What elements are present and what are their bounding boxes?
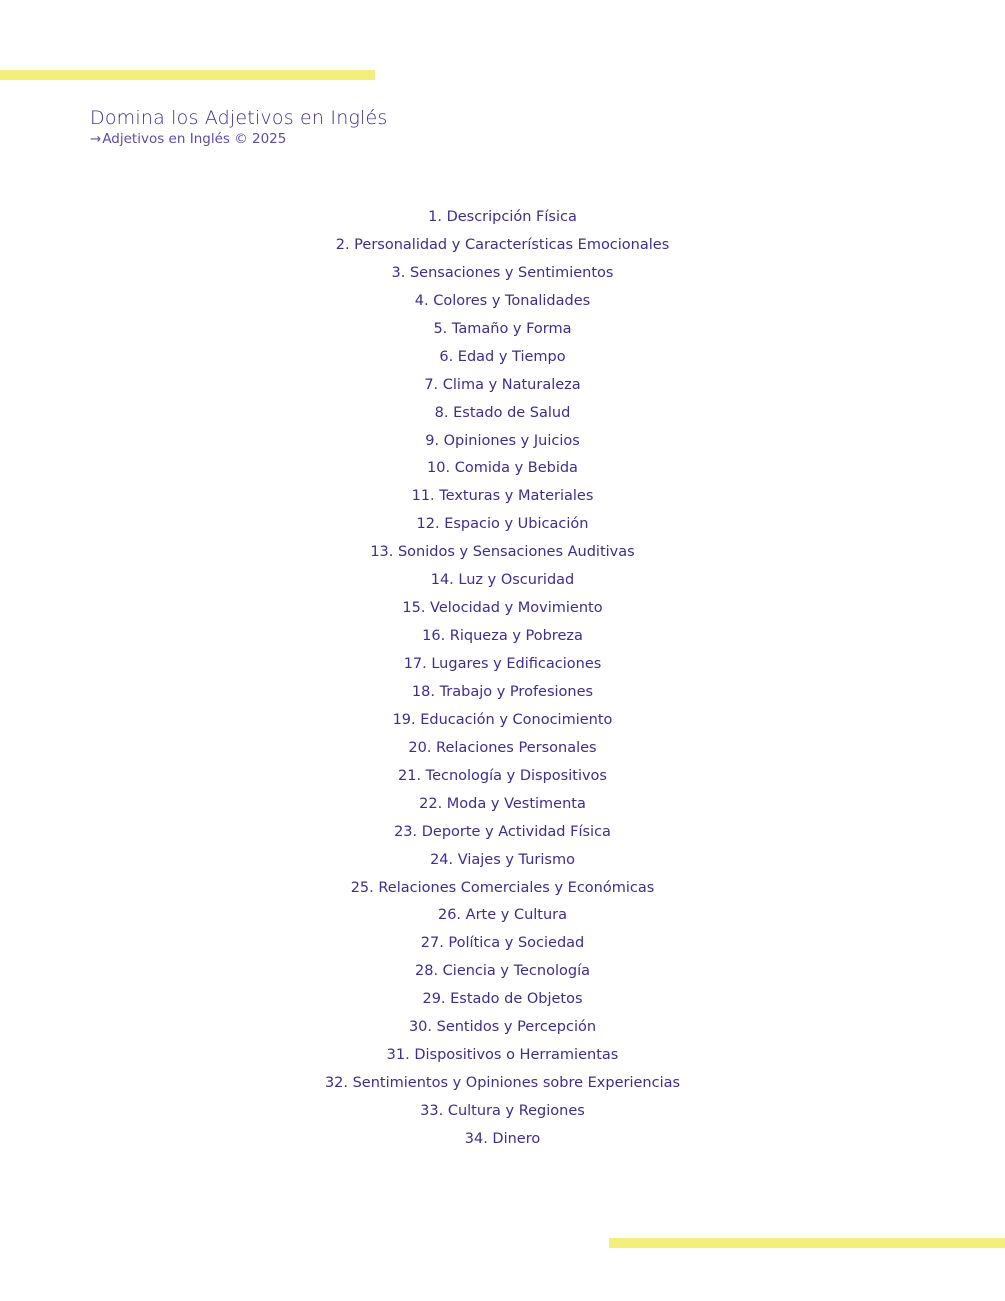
toc-entry[interactable]: 21. Tecnología y Dispositivos [398, 767, 607, 784]
document-header [90, 106, 388, 148]
toc-entry[interactable]: 16. Riqueza y Pobreza [422, 628, 583, 645]
toc-entry[interactable]: 25. Relaciones Comerciales y Económicas [350, 879, 655, 896]
toc-entry[interactable]: 31. Dispositivos o Herramientas [386, 1047, 619, 1064]
top-accent-bar [0, 70, 375, 80]
toc-entry[interactable]: 17. Lugares y Edificaciones [403, 656, 602, 672]
toc-entry[interactable]: 27. Política y Sociedad [420, 935, 585, 952]
toc-entry[interactable]: 30. Sentidos y Percepción [408, 1019, 597, 1036]
toc-entry[interactable]: 34. Dinero [464, 1130, 541, 1147]
toc-entry[interactable]: 11. Texturas y Materiales [411, 488, 594, 505]
toc-entry[interactable]: 18. Trabajo y Profesiones [411, 683, 594, 700]
toc-entry[interactable]: 9. Opiniones y Juicios [425, 432, 580, 449]
toc-entry[interactable]: 2. Personalidad y Características Emocionales [335, 236, 670, 253]
toc-entry[interactable]: 29. Estado de Objetos [422, 991, 583, 1008]
document-subtitle [90, 130, 388, 148]
toc-entry[interactable]: 19. Educación y Conocimiento [392, 711, 613, 728]
toc-entry[interactable]: 7. Clima y Naturaleza [424, 376, 581, 393]
toc-entry[interactable]: 13. Sonidos y Sensaciones Auditivas [370, 544, 635, 561]
toc-entry[interactable]: 32. Sentimientos y Opiniones sobre Experiencias [324, 1075, 681, 1092]
table-of-contents [0, 203, 1005, 1153]
toc-entry[interactable]: 6. Edad y Tiempo [439, 348, 566, 365]
toc-entry[interactable]: 24. Viajes y Turismo [430, 851, 575, 868]
toc-entry[interactable]: 23. Deporte y Actividad Física [394, 823, 611, 840]
toc-entry[interactable]: 4. Colores y Tonalidades [414, 292, 591, 309]
copyright-line: Adjetivos en Inglés © 2025 [102, 131, 287, 147]
toc-entry[interactable]: 22. Moda y Vestimenta [419, 795, 586, 812]
toc-entry[interactable]: 14. Luz y Oscuridad [430, 572, 575, 589]
toc-entry[interactable]: 28. Ciencia y Tecnología [415, 963, 590, 980]
toc-entry[interactable]: 8. Estado de Salud [434, 404, 571, 421]
toc-entry[interactable]: 1. Descripción Física [428, 209, 577, 225]
document-title: Domina los Adjetivos en Inglés [90, 107, 388, 129]
toc-entry[interactable]: 15. Velocidad y Movimiento [402, 600, 603, 617]
toc-entry[interactable]: 33. Cultura y Regiones [420, 1103, 585, 1119]
toc-entry[interactable]: 5. Tamaño y Forma [433, 320, 572, 337]
bottom-accent-bar [609, 1238, 1005, 1248]
arrow-right-icon: → [90, 131, 102, 147]
toc-entry[interactable]: 3. Sensaciones y Sentimientos [391, 264, 614, 281]
toc-entry[interactable]: 26. Arte y Cultura [437, 907, 568, 924]
toc-entry[interactable]: 10. Comida y Bebida [427, 460, 578, 477]
toc-entry[interactable]: 12. Espacio y Ubicación [416, 516, 589, 533]
toc-entry[interactable]: 20. Relaciones Personales [408, 739, 597, 756]
